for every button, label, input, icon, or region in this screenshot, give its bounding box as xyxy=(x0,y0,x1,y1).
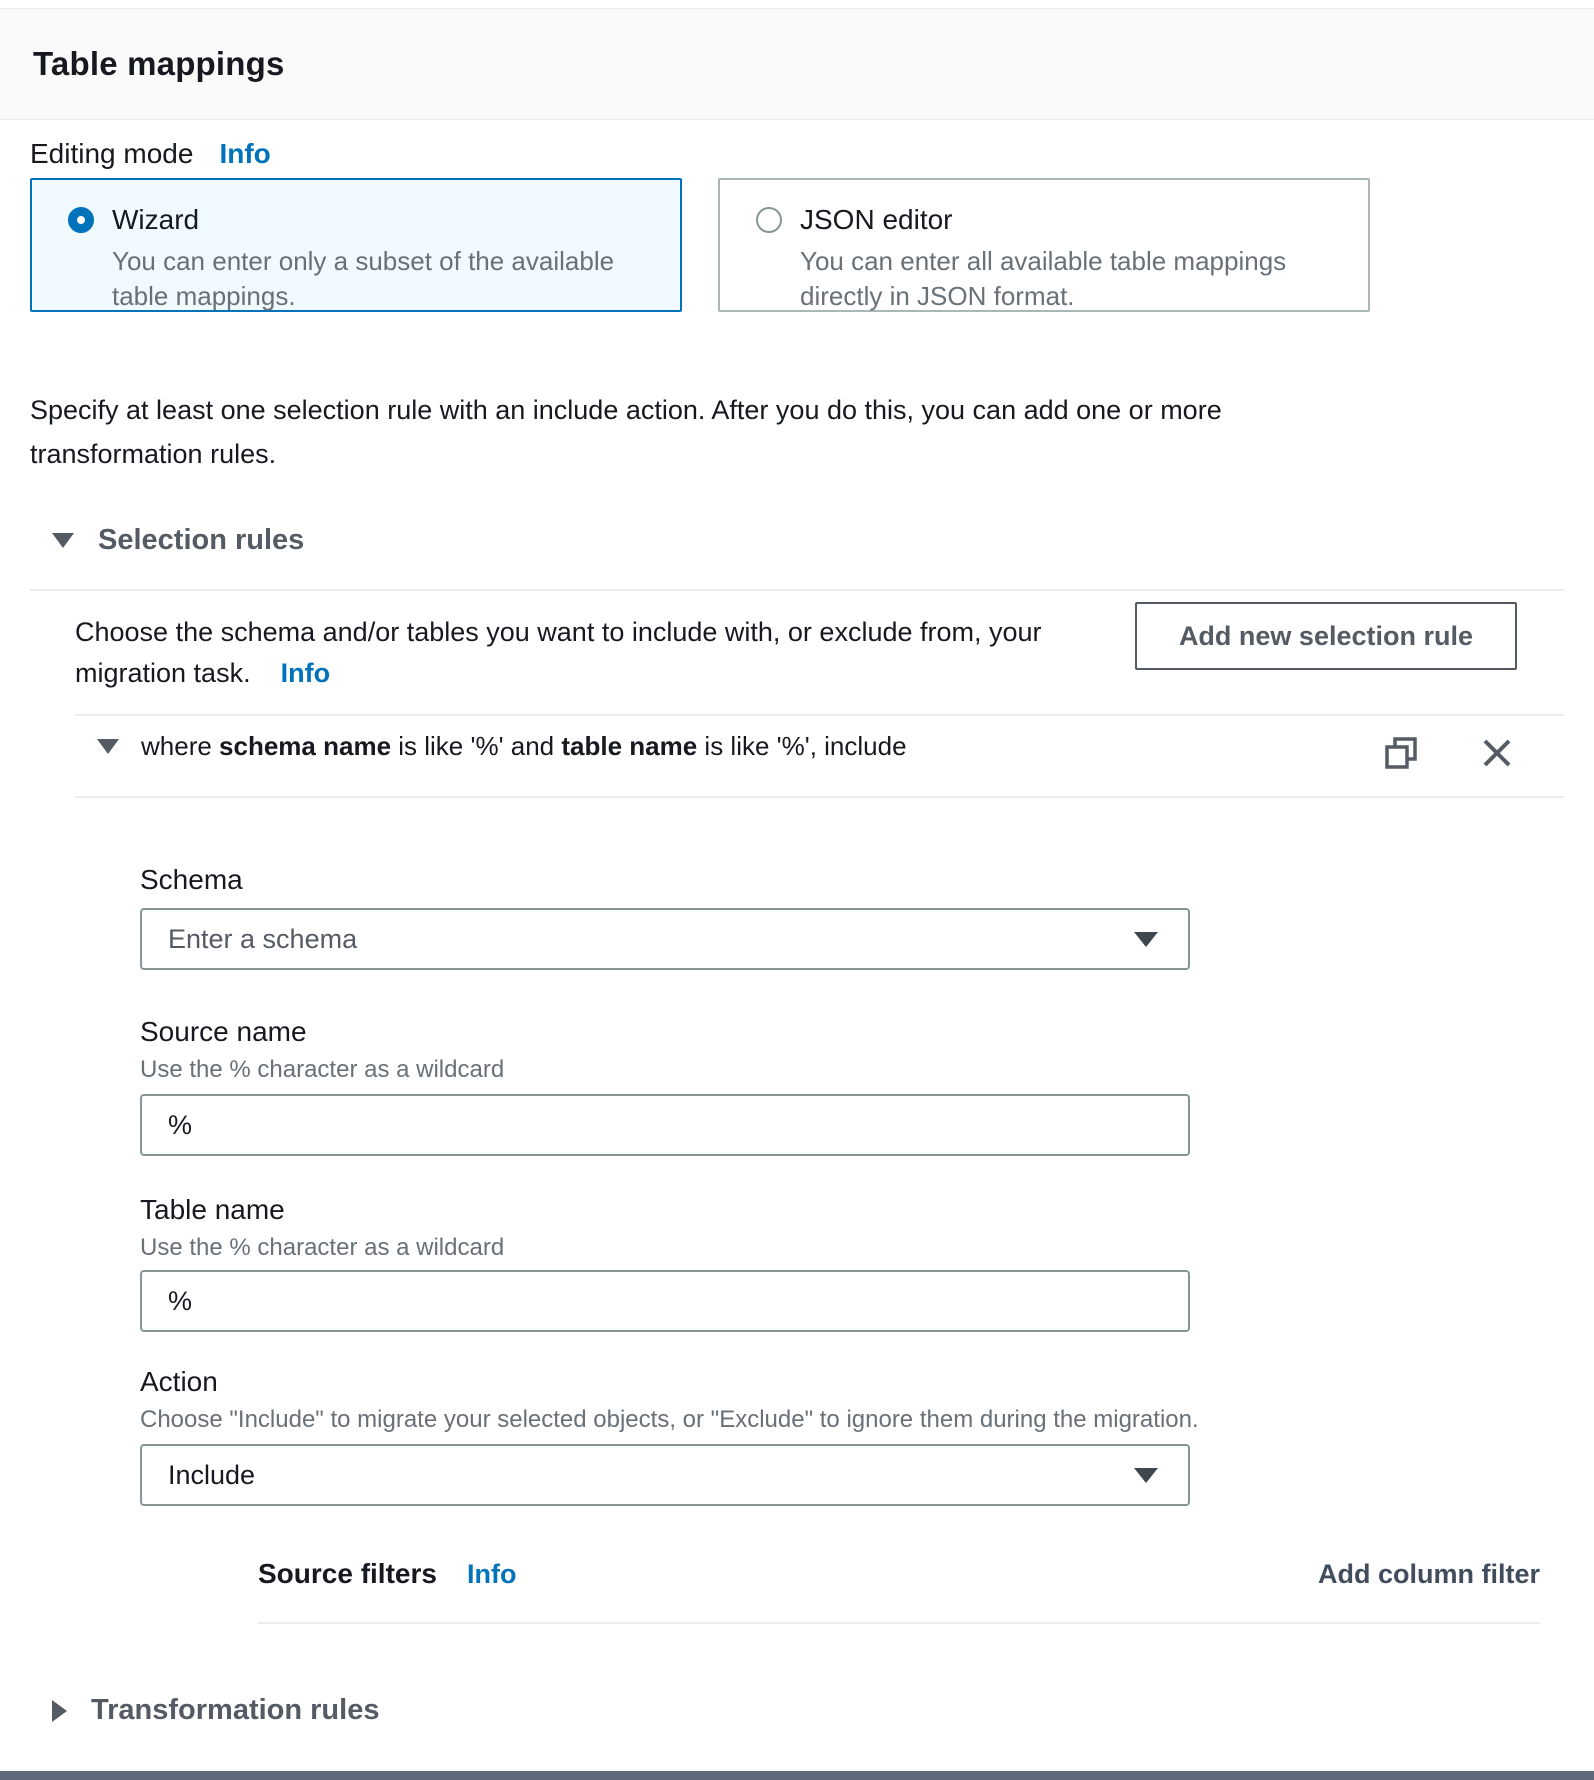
schema-label: Schema xyxy=(140,864,243,895)
json-editor-mode-card[interactable] xyxy=(718,178,1370,312)
add-column-filter-button[interactable]: Add column filter xyxy=(1318,1558,1540,1589)
source-name-label: Source name xyxy=(140,1016,307,1047)
delete-rule-icon[interactable] xyxy=(1480,736,1514,770)
source-name-input[interactable] xyxy=(140,1094,1190,1156)
add-new-selection-rule-button[interactable]: Add new selection rule xyxy=(1135,602,1517,670)
selection-rule-summary: where schema name is like '%' and table name is like '%', include xyxy=(141,731,907,761)
source-filters-label: Source filters xyxy=(258,1558,437,1589)
transformation-rules-header[interactable] xyxy=(52,1694,379,1727)
selection-rules-header[interactable] xyxy=(52,524,304,557)
duplicate-rule-icon[interactable] xyxy=(1384,736,1418,770)
wizard-option-label: Wizard xyxy=(112,204,200,235)
page-title: Table mappings xyxy=(33,45,285,82)
divider xyxy=(30,589,1564,591)
chevron-down-icon xyxy=(97,739,119,754)
editing-mode-cards xyxy=(30,178,1370,312)
source-filters-row xyxy=(258,1558,1540,1590)
panel-bottom-edge xyxy=(0,1771,1594,1780)
divider xyxy=(75,714,1564,716)
chevron-down-icon xyxy=(52,533,74,548)
dropdown-caret-icon xyxy=(1134,1468,1158,1483)
action-label: Action xyxy=(140,1366,218,1397)
schema-select-value: Enter a schema xyxy=(168,923,358,954)
table-name-hint: Use the % character as a wildcard xyxy=(140,1234,505,1261)
json-editor-option-description: You can enter all available table mappings directly in JSON format. xyxy=(800,246,1287,311)
copy-icon xyxy=(1384,736,1418,770)
action-hint: Choose "Include" to migrate your selected objects, or "Exclude" to ignore them during the migration. xyxy=(140,1406,1199,1433)
transformation-rules-title: Transformation rules xyxy=(91,1694,380,1726)
table-name-input[interactable] xyxy=(140,1270,1190,1332)
panel-header xyxy=(0,8,1594,120)
selection-rule-summary-row[interactable] xyxy=(97,731,907,762)
editing-mode-row xyxy=(30,138,271,170)
json-editor-radio-unselected-icon[interactable] xyxy=(756,207,782,233)
action-select-value: Include xyxy=(168,1459,256,1490)
wizard-mode-card[interactable] xyxy=(30,178,682,312)
source-name-value: % xyxy=(168,1109,193,1140)
table-name-label: Table name xyxy=(140,1194,285,1225)
editing-mode-label: Editing mode xyxy=(30,138,194,169)
source-filters-info-link[interactable]: Info xyxy=(466,1558,517,1589)
selection-rules-description-text: Choose the schema and/or tables you want to include with, or exclude from, your migration task. xyxy=(75,617,1042,688)
intro-text: Specify at least one selection rule with an include action. After you do this, you can add one or more transformation rules. xyxy=(30,395,1222,469)
source-name-hint: Use the % character as a wildcard xyxy=(140,1056,505,1083)
selection-rules-description xyxy=(75,612,1105,694)
table-name-value: % xyxy=(168,1285,193,1316)
schema-select[interactable] xyxy=(140,908,1190,970)
divider xyxy=(258,1622,1540,1624)
wizard-radio-selected-icon[interactable] xyxy=(68,207,94,233)
divider xyxy=(75,796,1564,798)
chevron-right-icon xyxy=(52,1700,67,1722)
selection-rules-title: Selection rules xyxy=(98,524,305,556)
json-editor-option-label: JSON editor xyxy=(800,204,953,235)
selection-rules-info-link[interactable]: Info xyxy=(280,658,331,688)
dropdown-caret-icon xyxy=(1134,932,1158,947)
editing-mode-info-link[interactable]: Info xyxy=(219,138,271,169)
close-icon xyxy=(1480,736,1514,770)
action-select[interactable] xyxy=(140,1444,1190,1506)
wizard-option-description: You can enter only a subset of the available table mappings. xyxy=(112,246,615,311)
